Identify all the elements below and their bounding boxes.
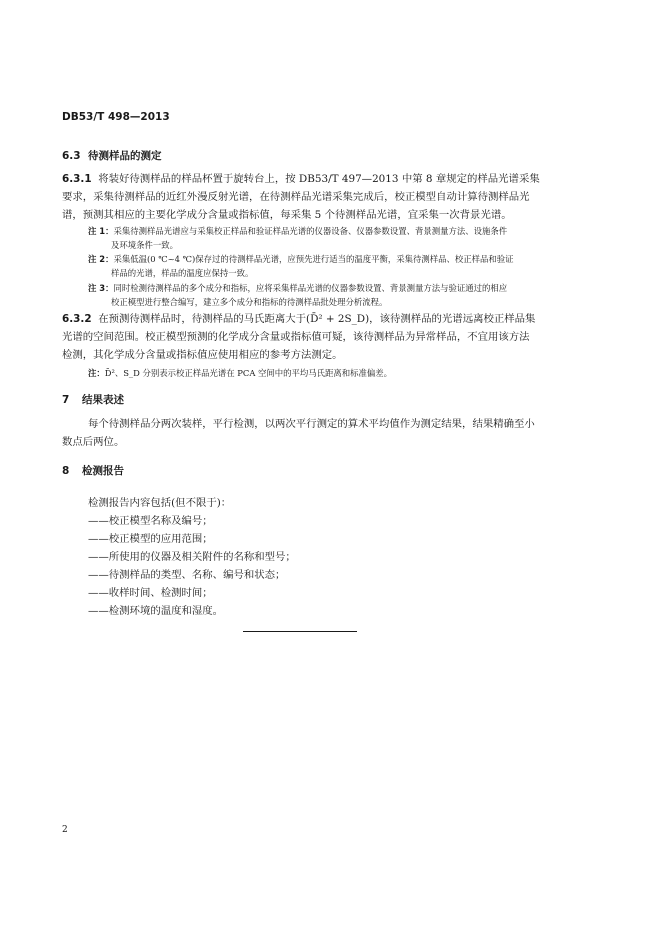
clause-line <box>62 170 540 188</box>
note-label: 注： <box>88 368 105 378</box>
section-title: 结果表述 <box>82 394 124 406</box>
section-6-3-heading <box>62 148 162 163</box>
clause-text: 在预测待测样品时，待测样品的马氏距离大于(D̄² + 2S_D)，该待测样品的光谱远离校正样品集 <box>98 313 536 325</box>
section-8-heading <box>62 463 124 478</box>
clause-line: 谱，预测其相应的主要化学成分含量或指标值，每采集 5 个待测样品光谱，宜采集一次背景光谱。 <box>62 209 512 221</box>
list-item: ——收样时间、检测时间； <box>88 587 213 599</box>
note-text: D̄²、S_D 分别表示校正样品光谱在 PCA 空间中的平均马氏距离和标准偏差。 <box>104 368 393 378</box>
note-label: 注 1： <box>88 226 114 236</box>
note-label: 注 2： <box>88 254 114 264</box>
section-number: 6.3 <box>62 150 81 162</box>
document-code: DB53/T 498—2013 <box>62 111 170 123</box>
note-line <box>88 224 507 239</box>
note-line <box>88 281 507 296</box>
list-item: ——所使用的仪器及相关附件的名称和型号； <box>88 551 296 563</box>
section-title: 检测报告 <box>82 465 124 477</box>
end-rule <box>243 631 357 632</box>
section-7-line: 每个待测样品分两次装样，平行检测，以两次平行测定的算术平均值作为测定结果，结果精确至小 <box>88 418 535 430</box>
report-intro: 检测报告内容包括(但不限于)： <box>88 497 232 509</box>
note-label: 注 3： <box>88 283 114 293</box>
clause-line: 检测，其化学成分含量或指标值应使用相应的参考方法测定。 <box>62 349 343 361</box>
list-item: ——校正模型名称及编号； <box>88 515 213 527</box>
clause-line: 要求，采集待测样品的近红外漫反射光谱，在待测样品光谱采集完成后，校正模型自动计算待测样品光 <box>62 191 530 203</box>
note-text: 同时检测待测样品的多个成分和指标，应将采集样品光谱的仪器参数设置、背景测量方法与验证通过的相应 <box>113 283 508 293</box>
clause-text: 将装好待测样品的样品杯置于旋转台上，按 DB53/T 497—2013 中第 8 章规定的样品光谱采集 <box>98 173 540 185</box>
note-text: 采集低温(0 ℃~4 ℃)保存过的待测样品光谱，应预先进行适当的温度平衡，采集待测样品、校正样品和验证 <box>113 254 514 264</box>
list-item: ——待测样品的类型、名称、编号和状态； <box>88 569 286 581</box>
clause-label: 6.3.1 <box>62 173 92 185</box>
page-number: 2 <box>62 825 68 835</box>
clause-line: 光谱的空间范围。校正模型预测的化学成分含量或指标值可疑，该待测样品为异常样品，不宜用该方法 <box>62 331 530 343</box>
section-7-line: 数点后两位。 <box>62 436 125 448</box>
note-line: 样品的光谱，样品的温度应保持一致。 <box>111 268 254 278</box>
note-line: 及环境条件一致。 <box>111 240 178 250</box>
list-item: ——检测环境的温度和湿度。 <box>88 605 224 617</box>
section-7-heading <box>62 392 124 407</box>
section-title: 待测样品的测定 <box>88 150 162 162</box>
list-item: ——校正模型的应用范围； <box>88 533 213 545</box>
note-line: 校正模型进行整合编写，建立多个成分和指标的待测样品批处理分析流程。 <box>111 297 388 307</box>
section-number: 8 <box>62 465 70 477</box>
note-text: 采集待测样品光谱应与采集校正样品和验证样品光谱的仪器设备、仪器参数设置、背景测量方法、设施条件 <box>113 226 508 236</box>
note-line <box>88 252 514 267</box>
section-number: 7 <box>62 394 70 406</box>
clause-line <box>62 310 535 328</box>
note-line <box>88 366 392 381</box>
clause-label: 6.3.2 <box>62 313 92 325</box>
